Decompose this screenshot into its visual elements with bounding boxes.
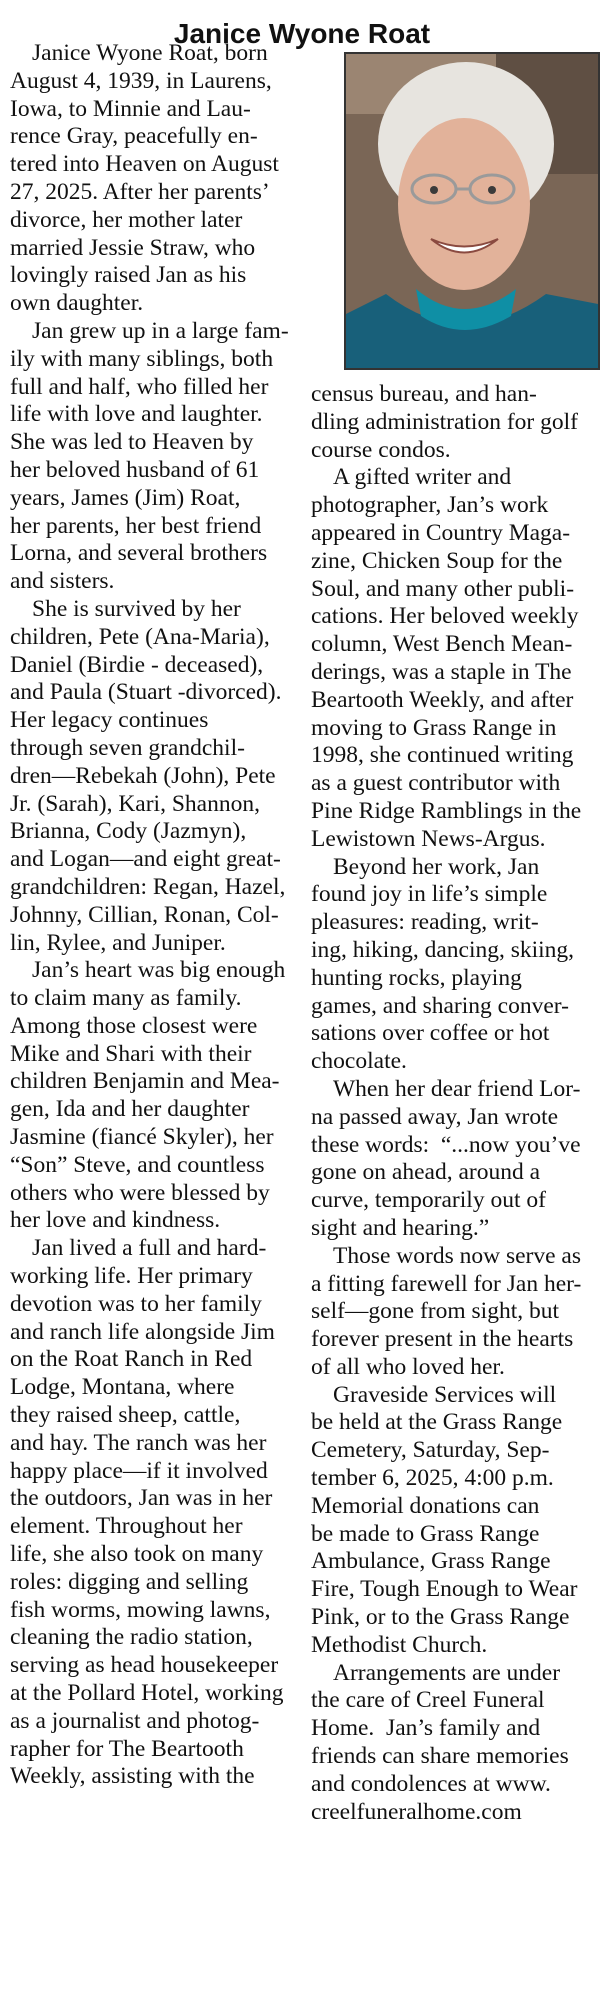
text-line: her beloved husband of 61 [10,456,260,483]
text-line: Jr. (Sarah), Kari, Shannon, [10,790,260,817]
text-line: Jan’s heart was big enough [32,957,286,984]
text-line: Beyond her work, Jan [333,853,540,880]
text-line: 27, 2025. After her parents’ [10,178,270,205]
text-line: Among those closest were [10,1012,258,1039]
text-line: divorce, her mother later [10,206,243,233]
text-line: dling administration for golf [311,408,578,435]
text-line: these words: “...now you’ve [311,1131,581,1158]
text-line: a fitting farewell for Jan her- [311,1270,582,1297]
text-line: Janice Wyone Roat, born [32,40,268,66]
text-line: as a journalist and photog- [10,1707,260,1734]
text-line: photographer, Jan’s work [311,492,549,519]
text-line: gone on ahead, around a [311,1159,541,1186]
text-line: at the Pollard Hotel, working [10,1680,284,1707]
text-line: to claim many as family. [10,985,242,1012]
text-line: and hay. The ranch was her [10,1429,267,1456]
text-line: fish worms, mowing lawns, [10,1596,271,1623]
text-line: lin, Rylee, and Juniper. [10,929,226,956]
text-line: Jan grew up in a large fam- [32,317,289,344]
text-line: When her dear friend Lor- [333,1075,581,1102]
text-line: Lewistown News-Argus. [311,825,546,852]
text-line: Mike and Shari with their [10,1040,252,1067]
text-line: children, Pete (Ana-Maria), [10,623,270,650]
text-line: and Logan—and eight great- [10,846,281,873]
obituary-right-column [311,381,600,1826]
text-line: and Paula (Stuart -divorced). [10,679,282,706]
text-line: Cemetery, Saturday, Sep- [311,1437,550,1464]
text-line: rence Gray, peacefully en- [10,123,258,150]
text-line: forever present in the hearts [311,1326,574,1353]
text-line: creelfuneralhome.com [311,1798,522,1825]
text-line: Weekly, assisting with the [10,1763,255,1790]
text-line: own daughter. [10,290,144,317]
text-line: serving as head housekeeper [10,1652,279,1679]
text-line: na passed away, Jan wrote [311,1103,559,1130]
text-line: friends can share memories [311,1743,569,1770]
text-line: dren—Rebekah (John), Pete [10,762,276,789]
text-line: gen, Ida and her daughter [10,1096,250,1123]
text-line: pleasures: reading, writ- [311,909,539,936]
text-line: life, she also took on many [10,1541,264,1568]
text-line: Lorna, and several brothers [10,540,268,567]
text-line: “Son” Steve, and countless [10,1151,265,1178]
text-line: She was led to Heaven by [10,429,254,456]
text-line: sations over coffee or hot [311,1020,550,1047]
text-line: they raised sheep, cattle, [10,1402,241,1429]
text-line: Her legacy continues [10,707,209,734]
text-line: element. Throughout her [10,1513,243,1540]
portrait-photo [344,52,600,370]
text-line: appeared in Country Maga- [311,519,571,546]
text-line: others who were blessed by [10,1179,270,1206]
text-line: Daniel (Birdie - deceased), [10,651,264,678]
text-line: her love and kindness. [10,1207,221,1234]
text-line: working life. Her primary [10,1263,253,1290]
text-line: Fire, Tough Enough to Wear [311,1576,578,1603]
text-line: be made to Grass Range [311,1520,540,1547]
text-line: found joy in life’s simple [311,881,548,908]
text-line: self—gone from sight, but [311,1298,560,1325]
text-line: the care of Creel Funeral [311,1687,545,1714]
text-line: Lodge, Montana, where [10,1374,235,1401]
text-line: and condolences at www. [311,1770,551,1797]
text-line: the outdoors, Jan was in her [10,1485,273,1512]
text-line: and ranch life alongside Jim [10,1318,275,1345]
text-line: ing, hiking, dancing, skiing, [311,936,575,963]
text-line: Pine Ridge Ramblings in the [311,797,582,824]
text-line: 1998, she continued writing [311,742,574,769]
portrait-image [346,54,598,368]
text-line: Home. Jan’s family and [311,1715,541,1742]
text-line: full and half, who filled her [10,373,269,400]
text-line: Beartooth Weekly, and after [311,686,574,713]
text-line: She is survived by her [32,595,241,622]
text-line: Jasmine (fiancé Skyler), her [10,1124,274,1151]
text-line: zine, Chicken Soup for the [311,547,563,574]
text-line: Soul, and many other publi- [311,575,575,602]
text-line: cations. Her beloved weekly [311,603,579,630]
text-line: rapher for The Beartooth [10,1735,244,1762]
text-line: grandchildren: Regan, Hazel, [10,873,286,900]
text-line: Memorial donations can [311,1492,540,1519]
text-line: tered into Heaven on August [10,151,279,178]
obituary-left-column [10,40,292,1791]
text-line: of all who loved her. [311,1353,505,1380]
text-line: roles: digging and selling [10,1568,249,1595]
text-line: her parents, her best friend [10,512,262,539]
text-line: column, West Bench Mean- [311,631,573,658]
text-line: derings, was a staple in The [311,658,572,685]
text-line: children Benjamin and Mea- [10,1068,280,1095]
text-line: Iowa, to Minnie and Lau- [10,95,251,122]
obituary-title: Janice Wyone Roat [173,17,431,49]
text-line: Graveside Services will [333,1381,557,1408]
text-line: moving to Grass Range in [311,714,557,741]
text-line: Johnny, Cillian, Ronan, Col- [10,901,279,928]
text-line: as a guest contributor with [311,770,561,797]
text-line: devotion was to her family [10,1290,262,1317]
text-line: and sisters. [10,568,115,595]
text-line: be held at the Grass Range [311,1409,563,1436]
text-line: Pink, or to the Grass Range [311,1604,570,1631]
text-line: years, James (Jim) Roat, [10,484,241,511]
text-line: Brianna, Cody (Jazmyn), [10,818,247,845]
text-line: course condos. [311,436,451,463]
text-line: chocolate. [311,1048,407,1075]
text-line: sight and hearing.” [311,1214,490,1241]
text-line: cleaning the radio station, [10,1624,253,1651]
text-line: through seven grandchil- [10,734,245,761]
text-line: Those words now serve as [333,1242,582,1269]
text-line: tember 6, 2025, 4:00 p.m. [311,1465,554,1492]
text-line: life with love and laughter. [10,401,263,428]
text-line: happy place—if it involved [10,1457,268,1484]
text-line: Methodist Church. [311,1631,488,1658]
text-line: Ambulance, Grass Range [311,1548,551,1575]
text-line: married Jessie Straw, who [10,234,256,261]
text-line: curve, temporarily out of [311,1187,546,1214]
text-line: ily with many siblings, both [10,345,274,372]
text-line: census bureau, and han- [311,381,537,407]
text-line: hunting rocks, playing [311,964,522,991]
text-line: August 4, 1939, in Laurens, [10,67,272,94]
text-line: games, and sharing conver- [311,992,569,1019]
text-line: Jan lived a full and hard- [32,1235,267,1262]
text-line: Arrangements are under [333,1659,561,1686]
text-line: lovingly raised Jan as his [10,262,247,289]
text-line: on the Roat Ranch in Red [10,1346,253,1373]
text-line: A gifted writer and [333,464,512,491]
